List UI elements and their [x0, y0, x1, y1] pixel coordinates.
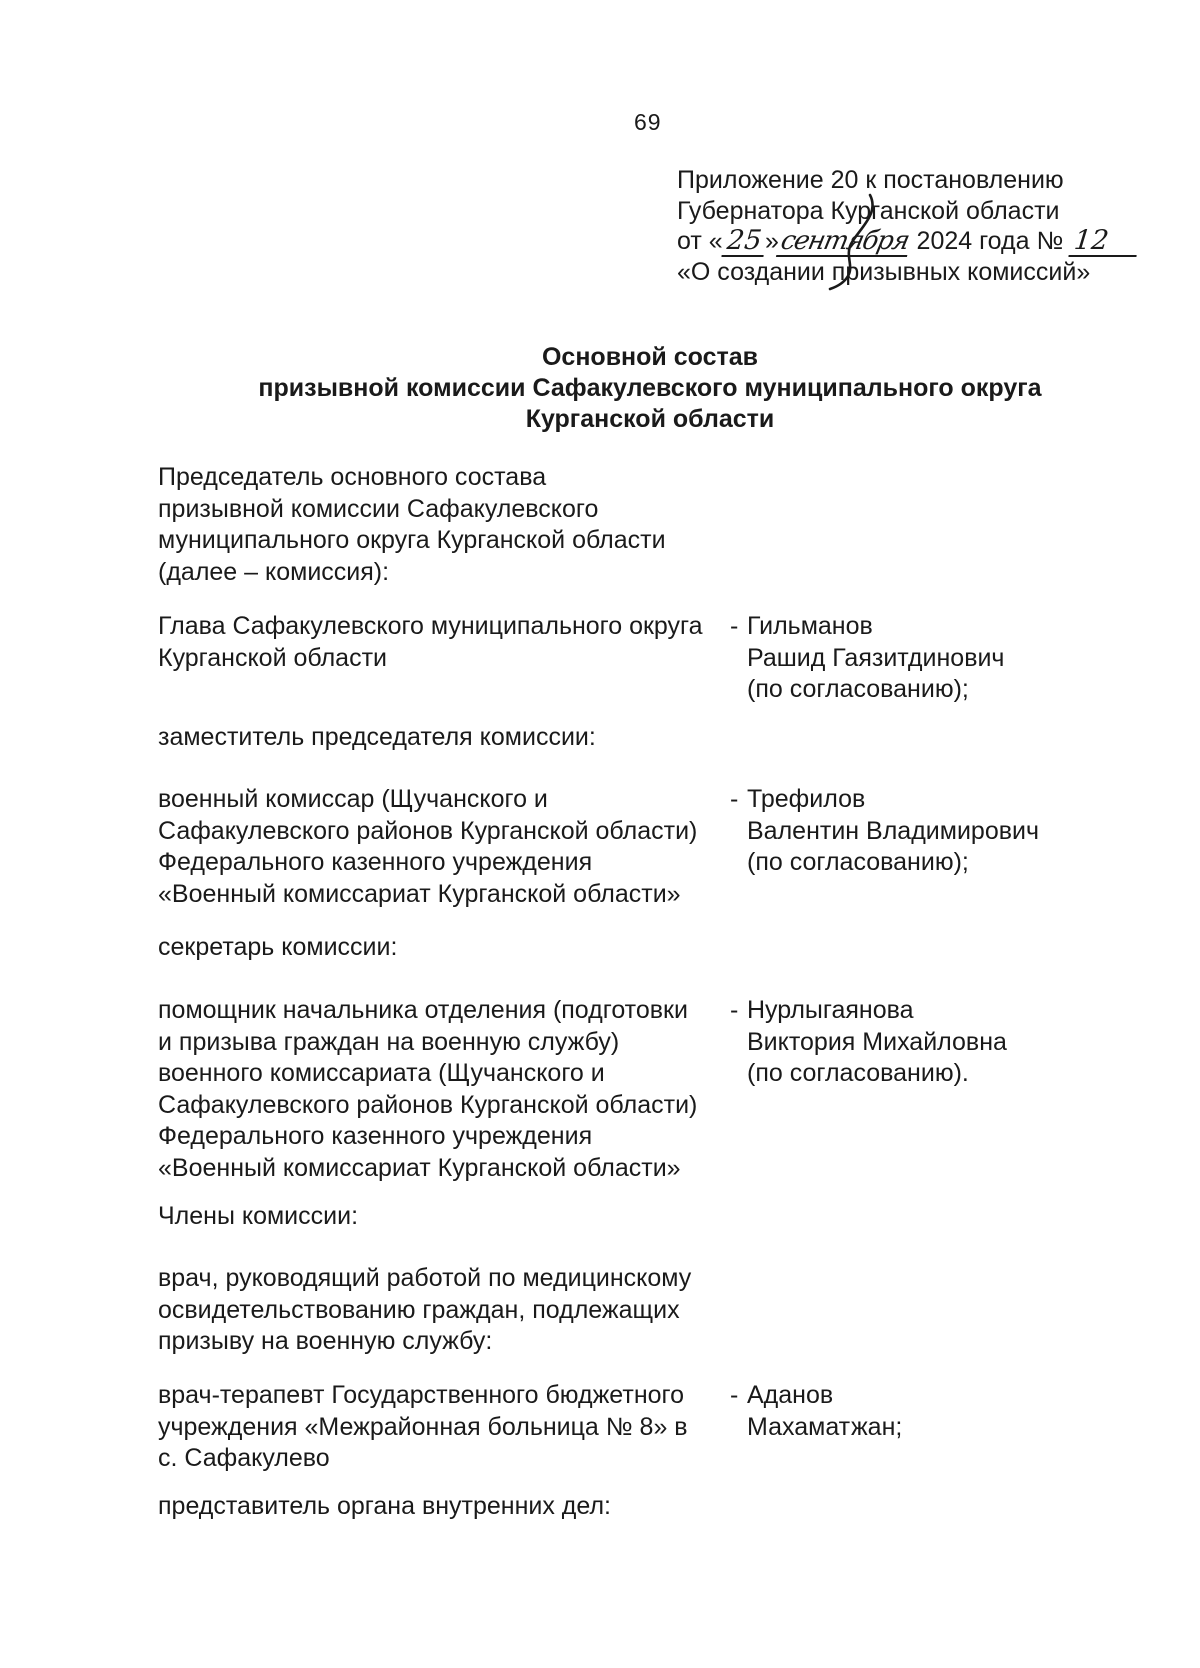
- person-line: (по согласованию).: [747, 1059, 969, 1088]
- person-line: [730, 784, 1039, 816]
- title-line-2: призывной комиссии Сафакулевского муниципального округа: [258, 374, 1042, 402]
- document-title: [0, 342, 1200, 435]
- position-line: Сафакулевского районов Курганской области): [158, 1090, 698, 1119]
- appendix-date-line: [677, 226, 1139, 257]
- position-line: «Военный комиссариат Курганской области»: [158, 879, 681, 908]
- person-surname: Аданов: [747, 1381, 834, 1409]
- entry-commissar-position: [158, 784, 697, 910]
- position-line: и призыва граждан на военную службу): [158, 1027, 620, 1056]
- appendix-header: [677, 165, 1139, 288]
- subtitle-doctor-role: [158, 1263, 691, 1358]
- person-line: Махаматжан;: [747, 1412, 903, 1441]
- position-line: военного комиссариата (Щучанского и: [158, 1059, 605, 1088]
- position-line: Сафакулевского районов Курганской области): [158, 816, 698, 845]
- handwritten-day: 25: [721, 227, 767, 257]
- entry-chairman-position: [158, 611, 703, 674]
- person-surname: Трефилов: [747, 785, 866, 813]
- dash-separator: -: [730, 1381, 739, 1409]
- entry-therapist-person: [730, 1380, 902, 1443]
- dash-separator: -: [730, 785, 739, 813]
- position-line: Глава Сафакулевского муниципального округа: [158, 612, 703, 640]
- position-line: врач-терапевт Государственного бюджетного: [158, 1381, 685, 1409]
- person-line: [730, 995, 1007, 1027]
- appendix-line-1: Приложение 20 к постановлению: [677, 166, 1064, 194]
- person-line: Рашид Гаязитдинович: [747, 643, 1005, 672]
- handwritten-doc-number: 12: [1069, 227, 1141, 257]
- page-number: 69: [634, 109, 662, 135]
- title-line-3: Курганской области: [525, 405, 775, 433]
- position-line: Курганской области: [158, 643, 388, 672]
- person-surname: Гильманов: [747, 612, 873, 640]
- person-line: (по согласованию);: [747, 848, 969, 877]
- entry-chairman-person: [730, 611, 1004, 706]
- person-line: Виктория Михайловна: [747, 1027, 1007, 1056]
- title-line-1: Основной состав: [541, 343, 759, 371]
- position-line: «Военный комиссариат Курганской области»: [158, 1153, 681, 1182]
- position-line: помощник начальника отделения (подготовки: [158, 996, 688, 1024]
- date-prefix: от «: [677, 227, 723, 255]
- position-line: учреждения «Межрайонная больница № 8» в: [158, 1412, 688, 1441]
- entry-assistant-person: [730, 995, 1007, 1090]
- date-close-quote: »: [765, 227, 779, 255]
- doctor-role-line: врач, руководящий работой по медицинскому: [158, 1264, 692, 1292]
- appendix-line-4: «О создании призывных комиссий»: [677, 258, 1091, 286]
- position-line: Федерального казенного учреждения: [158, 1122, 593, 1151]
- person-line: [730, 611, 1004, 643]
- intro-line-3: муниципального округа Курганской области: [158, 526, 666, 555]
- entry-commissar-person: [730, 784, 1039, 879]
- position-line: военный комиссар (Щучанского и: [158, 785, 548, 813]
- subtitle-police: представитель органа внутренних дел:: [158, 1492, 612, 1520]
- intro-line-4: (далее – комиссия):: [158, 557, 390, 586]
- entry-therapist-position: [158, 1380, 688, 1475]
- appendix-line-2: Губернатора Курганской области: [677, 196, 1060, 225]
- subtitle-secretary: секретарь комиссии:: [158, 933, 398, 961]
- entry-assistant-position: [158, 995, 697, 1185]
- date-year-text: 2024 года №: [909, 227, 1071, 255]
- intro-line-2: призывной комиссии Сафакулевского: [158, 494, 599, 523]
- person-line: Валентин Владимирович: [747, 816, 1039, 845]
- person-line: [730, 1380, 902, 1412]
- doctor-role-line: освидетельствованию граждан, подлежащих: [158, 1295, 680, 1324]
- person-surname: Нурлыгаянова: [747, 996, 914, 1024]
- dash-separator: -: [730, 612, 739, 640]
- person-line: (по согласованию);: [747, 675, 969, 704]
- doctor-role-line: призыву на военную службу:: [158, 1327, 493, 1356]
- intro-line-1: Председатель основного состава: [158, 463, 547, 491]
- subtitle-members: Члены комиссии:: [158, 1202, 359, 1230]
- position-line: Федерального казенного учреждения: [158, 848, 593, 877]
- dash-separator: -: [730, 996, 739, 1024]
- handwritten-month: сентября: [776, 228, 913, 257]
- subtitle-deputy: заместитель председателя комиссии:: [158, 723, 596, 751]
- position-line: с. Сафакулево: [158, 1444, 330, 1473]
- intro-paragraph: [158, 462, 666, 588]
